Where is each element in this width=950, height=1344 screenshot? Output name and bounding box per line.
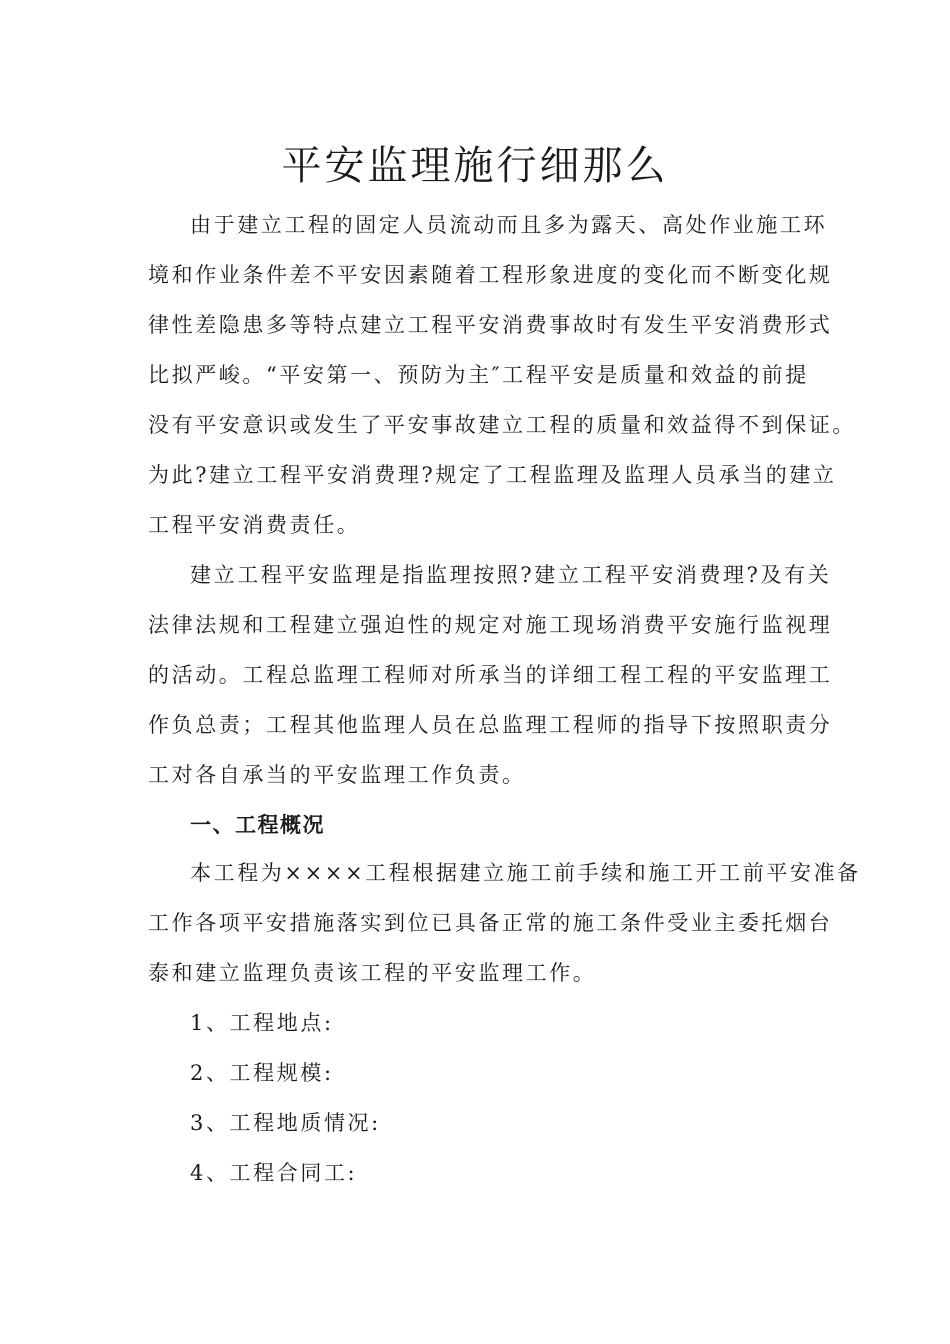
paragraph-1-line-7: 工程平安消费责任。 — [148, 513, 361, 537]
paragraph-2-line-4: 作负总责；工程其他监理人员在总监理工程师的指导下按照职责分 — [148, 713, 833, 737]
paragraph-1-line-5: 没有平安意识或发生了平安事故建立工程的质量和效益得不到保证。 — [148, 413, 856, 437]
list-item-scale: 2、工程规模: — [190, 1061, 334, 1085]
paragraph-2-line-2: 法律法规和工程建立强迫性的规定对施工现场消费平安施行监视理 — [148, 613, 833, 637]
paragraph-1-line-4: 比拟严峻。“平安第一、预防为主″工程平安是质量和效益的前提 — [148, 363, 809, 387]
paragraph-1-line-3: 律性差隐患多等特点建立工程平安消费事故时有发生平安消费形式 — [148, 313, 833, 337]
paragraph-2-line-1: 建立工程平安监理是指监理按照?建立工程平安消费理?及有关 — [190, 563, 832, 587]
paragraph-3-line-2: 工作各项平安措施落实到位已具备正常的施工条件受业主委托烟台 — [148, 911, 833, 935]
list-item-location: 1、工程地点: — [190, 1011, 334, 1035]
paragraph-1-line-2: 境和作业条件差不平安因素随着工程形象进度的变化而不断变化规 — [148, 263, 833, 287]
list-item-contract-period: 4、工程合同工: — [190, 1161, 358, 1185]
paragraph-2-line-5: 工对各自承当的平安监理工作负责。 — [148, 763, 526, 787]
document-title: 平安监理施行细那么 — [281, 143, 669, 189]
paragraph-1-line-6: 为此?建立工程平安消费理?规定了工程监理及监理人员承当的建立 — [148, 463, 837, 487]
paragraph-1-line-1: 由于建立工程的固定人员流动而且多为露天、高处作业施工环 — [190, 213, 828, 237]
paragraph-2-line-3: 的活动。工程总监理工程师对所承当的详细工程工程的平安监理工 — [148, 663, 833, 687]
list-item-geology: 3、工程地质情况: — [190, 1111, 381, 1135]
section-heading: 一、工程概况 — [190, 813, 325, 837]
paragraph-3-line-1: 本工程为××××工程根据建立施工前手续和施工开工前平安准备 — [190, 861, 861, 885]
paragraph-3-line-3: 泰和建立监理负责该工程的平安监理工作。 — [148, 961, 597, 985]
